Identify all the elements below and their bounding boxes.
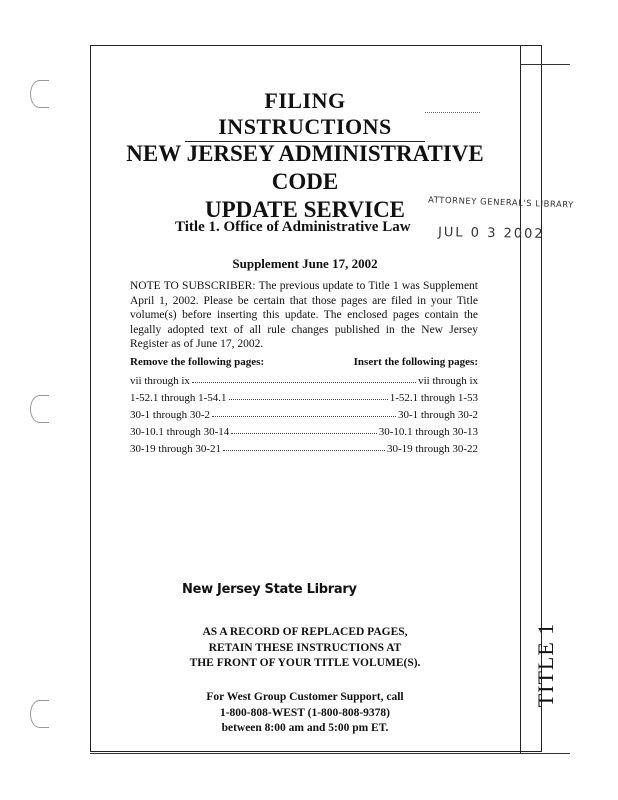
list-item <box>130 387 478 404</box>
insert-pages: 30-19 through 30-22 <box>386 443 478 455</box>
insert-pages: vii through ix <box>418 375 478 387</box>
support-hours: between 8:00 am and 5:00 pm ET. <box>221 722 389 734</box>
remove-pages: 1-52.1 through 1-54.1 <box>130 392 227 404</box>
tab-top-rule <box>520 64 570 65</box>
list-item <box>130 438 478 455</box>
remove-pages: 30-10.1 through 30-14 <box>130 426 230 438</box>
record-line: THE FRONT OF YOUR TITLE VOLUME(S). <box>189 657 421 669</box>
insert-pages: 1-52.1 through 1-53 <box>389 392 478 404</box>
leader-dots <box>231 433 376 434</box>
record-line: AS A RECORD OF REPLACED PAGES, <box>202 626 408 638</box>
main-title-line1: NEW JERSEY ADMINISTRATIVE CODE <box>126 141 484 194</box>
title-tab-label: TITLE 1 <box>533 622 558 708</box>
leader-dots <box>223 450 385 451</box>
list-item <box>130 370 478 387</box>
insert-pages: 30-1 through 30-2 <box>397 409 478 421</box>
leader-dots <box>192 382 416 383</box>
insert-header: Insert the following pages: <box>353 356 478 368</box>
insert-pages: 30-10.1 through 30-13 <box>378 426 478 438</box>
record-notice <box>180 625 430 672</box>
main-title <box>100 140 510 224</box>
remove-pages: 30-19 through 30-21 <box>130 443 222 455</box>
received-stamp: ATTORNEY GENERAL'S LIBRARY <box>427 195 574 211</box>
supplement-date: Supplement June 17, 2002 <box>232 256 378 271</box>
page-list <box>130 370 478 455</box>
frame-bottom-rule <box>90 753 570 754</box>
list-item <box>130 404 478 421</box>
heading-underline-tail <box>425 112 480 113</box>
leader-dots <box>212 416 396 417</box>
punch-hole <box>30 395 49 423</box>
support-line: For West Group Customer Support, call <box>206 691 404 703</box>
note-to-subscriber: NOTE TO SUBSCRIBER: The previous update to Title 1 was Supplement April 1, 2002. Please be certain that those pages are filed in your Title volume(s) before inserting this update. The enclosed pages contain the legally adopted text of all rule changes published in the New Jersey Register as of June 17, 2002. <box>130 280 478 350</box>
record-line: RETAIN THESE INSTRUCTIONS AT <box>208 641 402 654</box>
leader-dots <box>229 399 388 400</box>
title-subtitle: Title 1. Office of Administrative Law <box>175 219 411 235</box>
remove-pages: vii through ix <box>130 375 190 387</box>
main-title-line2: UPDATE SERVICE <box>204 197 406 222</box>
remove-header: Remove the following pages: <box>130 356 265 368</box>
support-phone: 1-800-808-WEST (1-800-808-9378) <box>219 706 391 719</box>
customer-support-notice <box>180 690 430 737</box>
punch-hole <box>30 700 49 728</box>
library-stamp: New Jersey State Library <box>182 582 357 597</box>
received-stamp-date: JUL 0 3 2002 <box>437 225 545 242</box>
filing-instructions-heading: FILING INSTRUCTIONS <box>185 88 425 142</box>
tab-divider <box>520 45 521 753</box>
punch-hole <box>30 80 49 108</box>
list-item <box>130 421 478 438</box>
remove-pages: 30-1 through 30-2 <box>130 409 211 421</box>
